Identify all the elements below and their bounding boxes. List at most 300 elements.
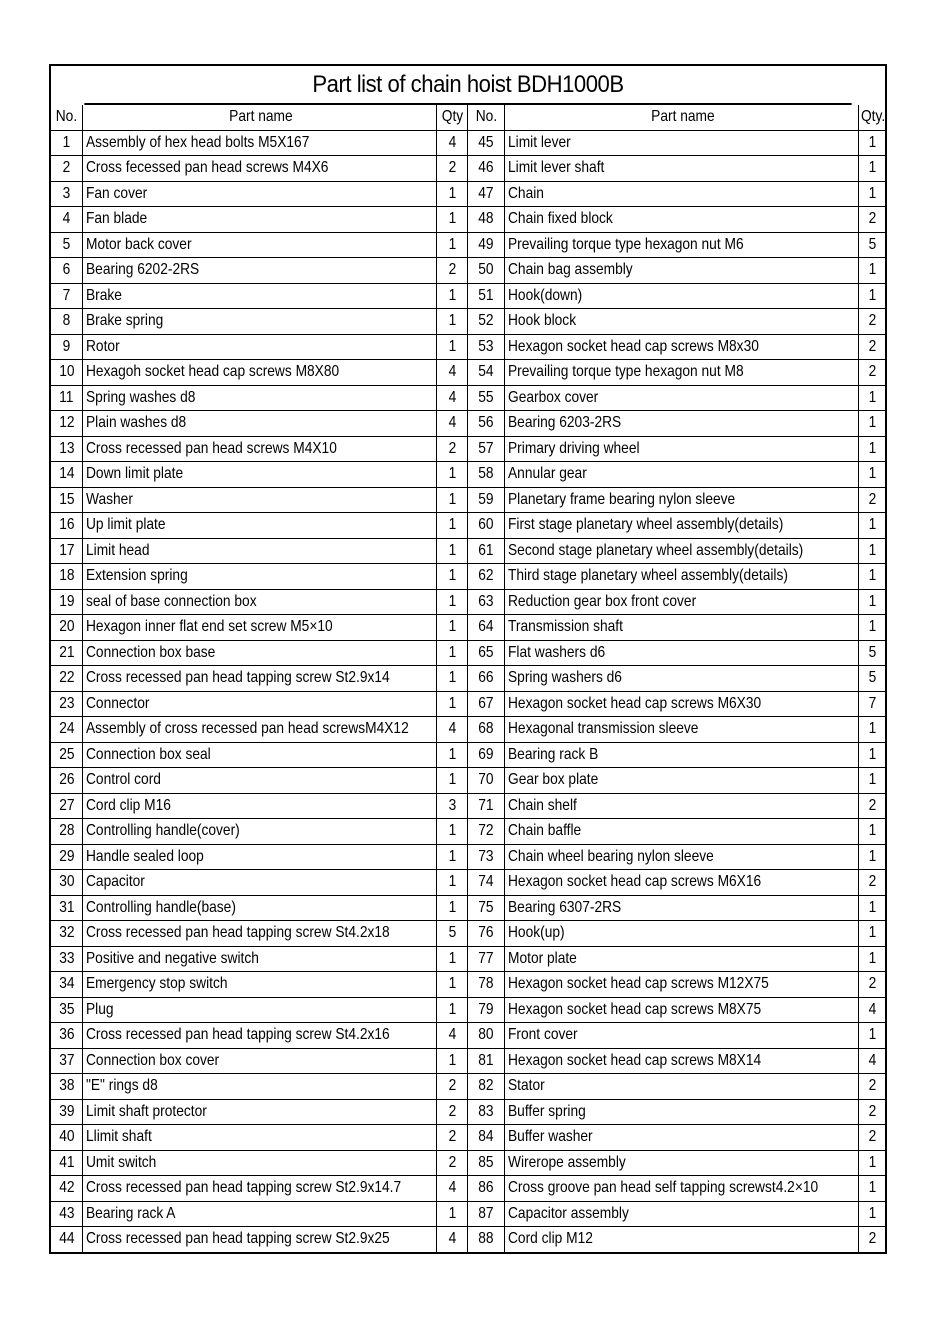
part-number-right: 87 bbox=[468, 1201, 505, 1227]
part-number-left: 25 bbox=[51, 742, 83, 768]
part-number-left: 8 bbox=[51, 309, 83, 335]
table-row bbox=[51, 895, 885, 921]
part-name-right: Bearing 6307-2RS bbox=[505, 895, 859, 921]
part-name-right: Buffer spring bbox=[505, 1099, 859, 1125]
table-row bbox=[51, 666, 885, 692]
part-name-right: Cord clip M12 bbox=[505, 1227, 859, 1252]
part-qty-left: 2 bbox=[437, 1099, 468, 1125]
part-name-right: Motor plate bbox=[505, 946, 859, 972]
part-qty-left: 1 bbox=[437, 1048, 468, 1074]
part-number-right: 50 bbox=[468, 258, 505, 284]
part-number-right: 58 bbox=[468, 462, 505, 488]
part-name-right: Second stage planetary wheel assembly(details) bbox=[505, 538, 859, 564]
part-number-left: 43 bbox=[51, 1201, 83, 1227]
part-number-left: 26 bbox=[51, 768, 83, 794]
part-qty-left: 1 bbox=[437, 1201, 468, 1227]
part-number-right: 61 bbox=[468, 538, 505, 564]
part-qty-right: 1 bbox=[859, 589, 886, 615]
part-number-left: 34 bbox=[51, 972, 83, 998]
part-number-right: 78 bbox=[468, 972, 505, 998]
part-name-left: Cross recessed pan head screws M4X10 bbox=[83, 436, 437, 462]
part-qty-left: 4 bbox=[437, 385, 468, 411]
part-name-left: Bearing 6202-2RS bbox=[83, 258, 437, 284]
part-name-right: Limit lever bbox=[505, 130, 859, 156]
table-row bbox=[51, 334, 885, 360]
table-row bbox=[51, 1023, 885, 1049]
part-name-right: Chain baffle bbox=[505, 819, 859, 845]
part-qty-left: 1 bbox=[437, 666, 468, 692]
part-number-right: 56 bbox=[468, 411, 505, 437]
part-name-left: Handle sealed loop bbox=[83, 844, 437, 870]
part-number-left: 36 bbox=[51, 1023, 83, 1049]
part-qty-right: 2 bbox=[859, 309, 886, 335]
part-number-left: 17 bbox=[51, 538, 83, 564]
part-name-left: Up limit plate bbox=[83, 513, 437, 539]
part-number-right: 71 bbox=[468, 793, 505, 819]
part-name-left: Spring washes d8 bbox=[83, 385, 437, 411]
part-number-right: 47 bbox=[468, 181, 505, 207]
part-name-left: Brake bbox=[83, 283, 437, 309]
part-number-left: 40 bbox=[51, 1125, 83, 1151]
part-name-right: First stage planetary wheel assembly(details) bbox=[505, 513, 859, 539]
part-qty-right: 1 bbox=[859, 768, 886, 794]
part-qty-left: 4 bbox=[437, 130, 468, 156]
table-row bbox=[51, 309, 885, 335]
table-row bbox=[51, 717, 885, 743]
part-name-right: Transmission shaft bbox=[505, 615, 859, 641]
part-name-left: Plain washes d8 bbox=[83, 411, 437, 437]
table-row bbox=[51, 1074, 885, 1100]
part-qty-right: 2 bbox=[859, 1125, 886, 1151]
part-number-left: 35 bbox=[51, 997, 83, 1023]
table-row bbox=[51, 487, 885, 513]
part-number-left: 23 bbox=[51, 691, 83, 717]
part-qty-left: 4 bbox=[437, 360, 468, 386]
part-name-left: Cross recessed pan head tapping screw St2.9x14.7 bbox=[83, 1176, 437, 1202]
table-row bbox=[51, 819, 885, 845]
table-row bbox=[51, 360, 885, 386]
table-row bbox=[51, 181, 885, 207]
part-name-right: Bearing 6203-2RS bbox=[505, 411, 859, 437]
part-qty-right: 1 bbox=[859, 385, 886, 411]
table-row bbox=[51, 589, 885, 615]
part-name-left: Umit switch bbox=[83, 1150, 437, 1176]
table-row bbox=[51, 742, 885, 768]
part-number-right: 81 bbox=[468, 1048, 505, 1074]
table-row bbox=[51, 921, 885, 947]
part-number-right: 53 bbox=[468, 334, 505, 360]
part-name-right: Prevailing torque type hexagon nut M6 bbox=[505, 232, 859, 258]
part-number-left: 16 bbox=[51, 513, 83, 539]
part-qty-left: 1 bbox=[437, 589, 468, 615]
part-name-left: Controlling handle(base) bbox=[83, 895, 437, 921]
table-row bbox=[51, 1099, 885, 1125]
part-name-left: Hexagoh socket head cap screws M8X80 bbox=[83, 360, 437, 386]
part-number-left: 9 bbox=[51, 334, 83, 360]
part-number-left: 4 bbox=[51, 207, 83, 233]
part-number-left: 44 bbox=[51, 1227, 83, 1252]
part-name-left: Connector bbox=[83, 691, 437, 717]
table-row bbox=[51, 946, 885, 972]
part-number-right: 62 bbox=[468, 564, 505, 590]
part-number-left: 33 bbox=[51, 946, 83, 972]
part-name-right: Hexagon socket head cap screws M6X30 bbox=[505, 691, 859, 717]
part-qty-left: 1 bbox=[437, 615, 468, 641]
part-name-right: Hook(down) bbox=[505, 283, 859, 309]
part-name-left: Limit shaft protector bbox=[83, 1099, 437, 1125]
part-qty-right: 1 bbox=[859, 283, 886, 309]
table-row bbox=[51, 793, 885, 819]
part-name-left: Limit head bbox=[83, 538, 437, 564]
part-name-left: Down limit plate bbox=[83, 462, 437, 488]
part-number-right: 77 bbox=[468, 946, 505, 972]
part-qty-right: 1 bbox=[859, 615, 886, 641]
part-qty-left: 3 bbox=[437, 793, 468, 819]
table-row bbox=[51, 564, 885, 590]
part-qty-right: 5 bbox=[859, 640, 886, 666]
part-name-right: Buffer washer bbox=[505, 1125, 859, 1151]
part-number-right: 46 bbox=[468, 156, 505, 182]
part-qty-right: 2 bbox=[859, 207, 886, 233]
part-number-left: 38 bbox=[51, 1074, 83, 1100]
table-row bbox=[51, 1048, 885, 1074]
part-number-right: 55 bbox=[468, 385, 505, 411]
part-qty-right: 1 bbox=[859, 717, 886, 743]
part-number-right: 88 bbox=[468, 1227, 505, 1252]
part-number-right: 68 bbox=[468, 717, 505, 743]
table-row bbox=[51, 385, 885, 411]
table-row bbox=[51, 156, 885, 182]
part-name-right: Chain bag assembly bbox=[505, 258, 859, 284]
part-name-left: Plug bbox=[83, 997, 437, 1023]
part-number-right: 63 bbox=[468, 589, 505, 615]
part-qty-left: 1 bbox=[437, 844, 468, 870]
part-number-left: 27 bbox=[51, 793, 83, 819]
part-name-right: Wirerope assembly bbox=[505, 1150, 859, 1176]
part-qty-left: 1 bbox=[437, 334, 468, 360]
part-qty-right: 1 bbox=[859, 1201, 886, 1227]
part-name-right: Hexagonal transmission sleeve bbox=[505, 717, 859, 743]
part-number-left: 3 bbox=[51, 181, 83, 207]
part-number-right: 75 bbox=[468, 895, 505, 921]
part-name-right: Hook block bbox=[505, 309, 859, 335]
part-name-left: Cross recessed pan head tapping screw St2.9x14 bbox=[83, 666, 437, 692]
part-qty-right: 1 bbox=[859, 156, 886, 182]
part-name-right: Gear box plate bbox=[505, 768, 859, 794]
part-qty-right: 1 bbox=[859, 258, 886, 284]
part-number-left: 37 bbox=[51, 1048, 83, 1074]
part-name-right: Primary driving wheel bbox=[505, 436, 859, 462]
part-qty-right: 1 bbox=[859, 538, 886, 564]
part-qty-right: 2 bbox=[859, 487, 886, 513]
table-row bbox=[51, 1201, 885, 1227]
part-qty-right: 1 bbox=[859, 819, 886, 845]
table-row bbox=[51, 538, 885, 564]
part-qty-left: 1 bbox=[437, 870, 468, 896]
part-number-right: 66 bbox=[468, 666, 505, 692]
part-number-right: 57 bbox=[468, 436, 505, 462]
table-row bbox=[51, 691, 885, 717]
part-qty-right: 2 bbox=[859, 1099, 886, 1125]
part-name-left: Cross recessed pan head tapping screw St2.9x25 bbox=[83, 1227, 437, 1252]
part-qty-right: 2 bbox=[859, 1227, 886, 1252]
table-row bbox=[51, 1227, 885, 1252]
part-number-left: 10 bbox=[51, 360, 83, 386]
part-qty-right: 2 bbox=[859, 360, 886, 386]
part-qty-right: 4 bbox=[859, 1048, 886, 1074]
part-number-left: 12 bbox=[51, 411, 83, 437]
table-row bbox=[51, 972, 885, 998]
part-name-left: seal of base connection box bbox=[83, 589, 437, 615]
part-qty-left: 2 bbox=[437, 1125, 468, 1151]
part-name-left: Cross recessed pan head tapping screw St4.2x16 bbox=[83, 1023, 437, 1049]
parts-table bbox=[51, 105, 885, 1252]
table-row bbox=[51, 1125, 885, 1151]
part-qty-right: 1 bbox=[859, 1150, 886, 1176]
part-qty-left: 2 bbox=[437, 156, 468, 182]
part-qty-left: 1 bbox=[437, 283, 468, 309]
part-qty-left: 1 bbox=[437, 564, 468, 590]
part-number-left: 39 bbox=[51, 1099, 83, 1125]
table-row bbox=[51, 870, 885, 896]
header-qty-right: Qty. bbox=[859, 105, 886, 130]
part-qty-right: 1 bbox=[859, 921, 886, 947]
table-row bbox=[51, 436, 885, 462]
part-qty-right: 1 bbox=[859, 895, 886, 921]
part-qty-right: 1 bbox=[859, 411, 886, 437]
part-name-right: Third stage planetary wheel assembly(details) bbox=[505, 564, 859, 590]
part-name-right: Hexagon socket head cap screws M8x30 bbox=[505, 334, 859, 360]
table-row bbox=[51, 130, 885, 156]
table-row bbox=[51, 207, 885, 233]
part-name-left: Capacitor bbox=[83, 870, 437, 896]
part-name-right: Cross groove pan head self tapping screwst4.2×10 bbox=[505, 1176, 859, 1202]
part-number-right: 48 bbox=[468, 207, 505, 233]
part-qty-left: 2 bbox=[437, 1150, 468, 1176]
part-qty-left: 1 bbox=[437, 768, 468, 794]
part-qty-right: 2 bbox=[859, 972, 886, 998]
table-row bbox=[51, 258, 885, 284]
table-row bbox=[51, 640, 885, 666]
part-qty-right: 4 bbox=[859, 997, 886, 1023]
part-name-left: Connection box base bbox=[83, 640, 437, 666]
part-qty-right: 2 bbox=[859, 1074, 886, 1100]
part-number-right: 82 bbox=[468, 1074, 505, 1100]
parts-list-sheet bbox=[49, 64, 887, 1254]
part-number-left: 24 bbox=[51, 717, 83, 743]
part-qty-right: 1 bbox=[859, 462, 886, 488]
part-name-left: Controlling handle(cover) bbox=[83, 819, 437, 845]
part-number-right: 72 bbox=[468, 819, 505, 845]
part-number-left: 2 bbox=[51, 156, 83, 182]
part-number-left: 30 bbox=[51, 870, 83, 896]
part-number-left: 19 bbox=[51, 589, 83, 615]
part-qty-left: 1 bbox=[437, 513, 468, 539]
part-number-left: 20 bbox=[51, 615, 83, 641]
table-row bbox=[51, 232, 885, 258]
part-number-left: 15 bbox=[51, 487, 83, 513]
part-qty-left: 4 bbox=[437, 411, 468, 437]
part-qty-right: 1 bbox=[859, 564, 886, 590]
header-part-name-right: Part name bbox=[505, 105, 859, 130]
page-title: Part list of chain hoist BDH1000B bbox=[84, 66, 851, 105]
part-number-right: 51 bbox=[468, 283, 505, 309]
part-qty-left: 4 bbox=[437, 717, 468, 743]
part-qty-right: 2 bbox=[859, 793, 886, 819]
table-row bbox=[51, 615, 885, 641]
part-qty-left: 4 bbox=[437, 1176, 468, 1202]
part-qty-left: 2 bbox=[437, 1074, 468, 1100]
part-number-right: 79 bbox=[468, 997, 505, 1023]
table-row bbox=[51, 462, 885, 488]
part-qty-left: 1 bbox=[437, 946, 468, 972]
table-row bbox=[51, 768, 885, 794]
part-qty-right: 2 bbox=[859, 334, 886, 360]
part-number-right: 73 bbox=[468, 844, 505, 870]
part-number-left: 1 bbox=[51, 130, 83, 156]
part-qty-right: 1 bbox=[859, 130, 886, 156]
part-name-left: Washer bbox=[83, 487, 437, 513]
part-number-left: 14 bbox=[51, 462, 83, 488]
part-name-right: Capacitor assembly bbox=[505, 1201, 859, 1227]
part-name-right: Chain bbox=[505, 181, 859, 207]
part-name-left: Bearing rack A bbox=[83, 1201, 437, 1227]
part-name-right: Limit lever shaft bbox=[505, 156, 859, 182]
part-number-right: 60 bbox=[468, 513, 505, 539]
part-qty-left: 1 bbox=[437, 895, 468, 921]
part-name-left: Control cord bbox=[83, 768, 437, 794]
part-number-left: 11 bbox=[51, 385, 83, 411]
part-qty-right: 7 bbox=[859, 691, 886, 717]
header-part-name-left: Part name bbox=[83, 105, 437, 130]
part-qty-left: 1 bbox=[437, 487, 468, 513]
table-header-row bbox=[51, 105, 885, 130]
part-number-right: 84 bbox=[468, 1125, 505, 1151]
part-qty-left: 1 bbox=[437, 181, 468, 207]
part-number-left: 31 bbox=[51, 895, 83, 921]
part-number-left: 28 bbox=[51, 819, 83, 845]
part-name-left: Rotor bbox=[83, 334, 437, 360]
part-number-right: 74 bbox=[468, 870, 505, 896]
part-name-right: Annular gear bbox=[505, 462, 859, 488]
part-name-left: Assembly of cross recessed pan head screwsM4X12 bbox=[83, 717, 437, 743]
part-number-right: 76 bbox=[468, 921, 505, 947]
part-name-left: Positive and negative switch bbox=[83, 946, 437, 972]
part-name-left: Connection box seal bbox=[83, 742, 437, 768]
part-qty-right: 1 bbox=[859, 1176, 886, 1202]
part-name-right: Planetary frame bearing nylon sleeve bbox=[505, 487, 859, 513]
part-qty-right: 2 bbox=[859, 870, 886, 896]
part-number-right: 83 bbox=[468, 1099, 505, 1125]
part-number-right: 69 bbox=[468, 742, 505, 768]
part-name-left: Fan blade bbox=[83, 207, 437, 233]
part-qty-right: 1 bbox=[859, 742, 886, 768]
part-number-right: 59 bbox=[468, 487, 505, 513]
part-qty-left: 2 bbox=[437, 436, 468, 462]
table-row bbox=[51, 844, 885, 870]
part-qty-left: 1 bbox=[437, 972, 468, 998]
part-name-right: Stator bbox=[505, 1074, 859, 1100]
table-row bbox=[51, 513, 885, 539]
part-number-right: 85 bbox=[468, 1150, 505, 1176]
part-number-left: 42 bbox=[51, 1176, 83, 1202]
part-qty-right: 1 bbox=[859, 181, 886, 207]
part-qty-left: 1 bbox=[437, 640, 468, 666]
part-name-right: Spring washers d6 bbox=[505, 666, 859, 692]
part-number-right: 80 bbox=[468, 1023, 505, 1049]
part-name-right: Prevailing torque type hexagon nut M8 bbox=[505, 360, 859, 386]
header-no-right: No. bbox=[468, 105, 505, 130]
part-name-right: Reduction gear box front cover bbox=[505, 589, 859, 615]
part-number-left: 6 bbox=[51, 258, 83, 284]
part-name-left: Assembly of hex head bolts M5X167 bbox=[83, 130, 437, 156]
part-name-right: Hook(up) bbox=[505, 921, 859, 947]
part-name-left: "E" rings d8 bbox=[83, 1074, 437, 1100]
part-number-left: 13 bbox=[51, 436, 83, 462]
part-name-right: Gearbox cover bbox=[505, 385, 859, 411]
part-qty-left: 5 bbox=[437, 921, 468, 947]
part-name-right: Chain shelf bbox=[505, 793, 859, 819]
part-name-left: Cord clip M16 bbox=[83, 793, 437, 819]
part-qty-right: 1 bbox=[859, 844, 886, 870]
part-qty-left: 1 bbox=[437, 819, 468, 845]
part-name-left: Extension spring bbox=[83, 564, 437, 590]
table-row bbox=[51, 411, 885, 437]
part-number-left: 22 bbox=[51, 666, 83, 692]
part-number-right: 86 bbox=[468, 1176, 505, 1202]
table-row bbox=[51, 283, 885, 309]
part-name-left: Connection box cover bbox=[83, 1048, 437, 1074]
table-row bbox=[51, 1150, 885, 1176]
part-number-right: 64 bbox=[468, 615, 505, 641]
part-number-right: 54 bbox=[468, 360, 505, 386]
part-number-left: 5 bbox=[51, 232, 83, 258]
part-qty-left: 1 bbox=[437, 309, 468, 335]
part-number-left: 29 bbox=[51, 844, 83, 870]
part-name-right: Hexagon socket head cap screws M8X75 bbox=[505, 997, 859, 1023]
part-name-right: Bearing rack B bbox=[505, 742, 859, 768]
part-qty-left: 4 bbox=[437, 1227, 468, 1252]
part-number-left: 41 bbox=[51, 1150, 83, 1176]
part-qty-left: 1 bbox=[437, 742, 468, 768]
part-qty-left: 1 bbox=[437, 691, 468, 717]
part-number-left: 21 bbox=[51, 640, 83, 666]
header-no-left: No. bbox=[51, 105, 83, 130]
part-qty-left: 2 bbox=[437, 258, 468, 284]
part-name-left: Brake spring bbox=[83, 309, 437, 335]
part-name-left: Cross fecessed pan head screws M4X6 bbox=[83, 156, 437, 182]
part-name-right: Hexagon socket head cap screws M8X14 bbox=[505, 1048, 859, 1074]
part-qty-right: 1 bbox=[859, 436, 886, 462]
part-name-left: Motor back cover bbox=[83, 232, 437, 258]
part-qty-right: 1 bbox=[859, 513, 886, 539]
part-name-right: Chain fixed block bbox=[505, 207, 859, 233]
part-number-right: 67 bbox=[468, 691, 505, 717]
part-qty-left: 4 bbox=[437, 1023, 468, 1049]
part-qty-left: 1 bbox=[437, 538, 468, 564]
part-number-left: 32 bbox=[51, 921, 83, 947]
part-name-right: Hexagon socket head cap screws M12X75 bbox=[505, 972, 859, 998]
part-qty-left: 1 bbox=[437, 207, 468, 233]
part-qty-right: 1 bbox=[859, 1023, 886, 1049]
part-number-left: 18 bbox=[51, 564, 83, 590]
part-name-left: Llimit shaft bbox=[83, 1125, 437, 1151]
table-row bbox=[51, 997, 885, 1023]
part-name-right: Flat washers d6 bbox=[505, 640, 859, 666]
part-number-right: 70 bbox=[468, 768, 505, 794]
table-row bbox=[51, 1176, 885, 1202]
part-name-left: Fan cover bbox=[83, 181, 437, 207]
